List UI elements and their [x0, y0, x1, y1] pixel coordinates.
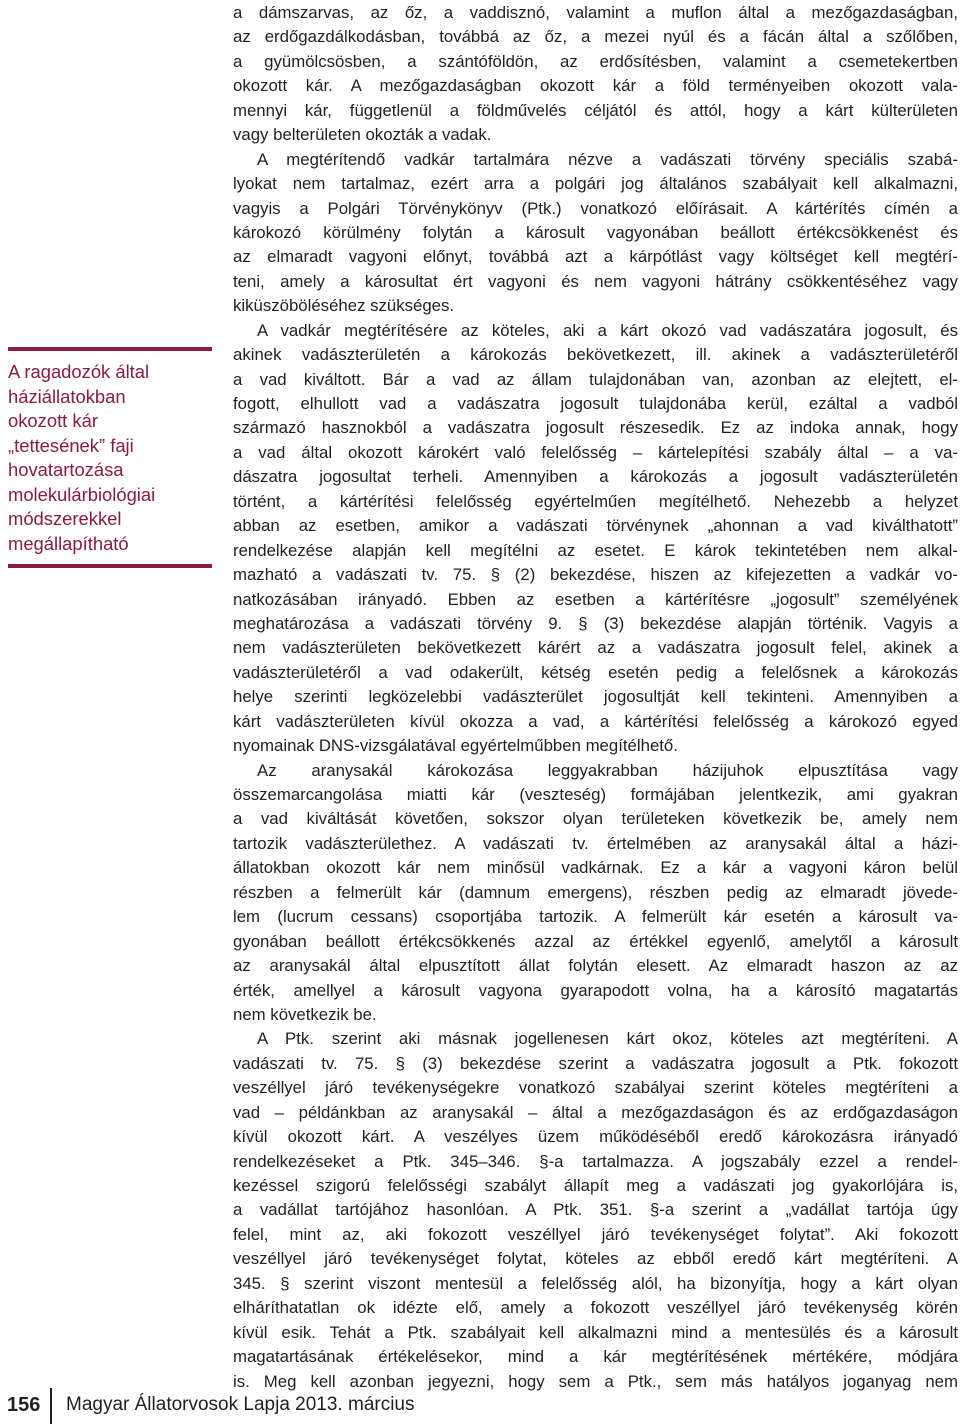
body-line: kívül okozott kárt. A veszélyes üzem működéséből eredő károkozásra irányadó [233, 1127, 958, 1147]
body-line: akinek vadászterületén a károkozás bekövetkezett, ill. akinek a vadászterületéről [233, 345, 958, 365]
body-line: helye szerinti legközelebbi vadászterület jogosultját kell tekinteni. Amennyiben a [233, 687, 958, 707]
sidebar-title-line: molekulárbiológiai [8, 483, 156, 505]
body-line: A Ptk. szerint aki másnak jogellenesen kárt okoz, köteles azt megtéríteni. A [257, 1029, 958, 1049]
body-line: károkozó körülmény folytán a károsult vagyonában beállott értékcsökkenést és [233, 222, 958, 242]
body-line: összemarcangolása miatti kár (veszteség) formájában jelentkezik, ami gyakran [233, 785, 958, 804]
body-line: fogott, elhullott vad a vadászatra jogosult tulajdonába kerül, ezáltal a vadból [233, 394, 958, 413]
body-line: lem (lucrum cessans) csoportjába tartozik. A felmerült kár esetén a károsult va- [233, 907, 958, 927]
body-line: a dámszarvas, az őz, a vaddisznó, valamint a muflon által a mezőgazdaságban, [233, 3, 958, 22]
sidebar-title-line: módszerekkel [8, 508, 122, 529]
body-line: történt, a kártérítési felelősség egyértelműen megítélhető. Nehezebb a helyzet [233, 491, 958, 511]
body-line: érték, amellyel a károsult vagyona gyarapodott volna, ha a károsító magatartás [233, 980, 958, 1000]
body-line: gyonában beállott értékcsökkenés azzal az értékkel egyenlő, amelytől a károsult [233, 931, 958, 951]
body-line: magatartásának értékelésekor, mind a kár megtérítésének mértékére, módjára [233, 1347, 958, 1367]
body-line: veszéllyel járó tevékenységekre vonatkozó szabályai szerint köteles megtéríteni a [233, 1078, 958, 1098]
body-line: okozott kár. A mezőgazdaságban okozott kár a föld terményeiben okozott vala- [233, 76, 958, 96]
body-line: natkozásában irányadó. Ebben az esetben a kártérítésre „jogosult” személyének [233, 589, 958, 609]
body-line: az elmaradt vagyoni előnyt, továbbá azt a kárpótlást vagy költséget kell megtérí- [233, 247, 958, 267]
body-line: származó hasznokból a vadászatra jogosult részesedik. Ez az indoka annak, hogy [233, 418, 958, 438]
sidebar-title-line: A ragadozók által [8, 361, 150, 382]
sidebar-bottom-rule [8, 564, 212, 568]
body-line: rendelkezéseket a Ptk. 345–346. §-a tartalmazza. A jogszabály ezzel a rendel- [233, 1151, 958, 1171]
body-line: a vad kiváltását követően, sokszor olyan területeken következik be, amely nem [233, 809, 958, 829]
body-line: elháríthatatlan ok idézte elő, amely a fokozott veszéllyel járó tevékenység körén [233, 1298, 958, 1318]
body-line: vadászati tv. 75. § (3) bekezdése szerint a vadászatra jogosult a Ptk. fokozott [233, 1053, 958, 1073]
body-line: A vadkár megtérítésére az köteles, aki a kárt okozó vad vadászatára jogosult, és [257, 320, 958, 340]
body-line: kárt vadászterületen kívül okozza a vad, a kártérítési felelősség a károkozó egyed [233, 711, 958, 731]
body-line: A megtérítendő vadkár tartalmára nézve a vadászati törvény speciális szabá- [257, 149, 958, 169]
body-line: nyomainak DNS-vizsgálatával egyértelműbben megítélhető. [233, 736, 678, 756]
body-line: felel, mint az, aki fokozott veszéllyel járó tevékenységet folytat”. Aki fokozott [233, 1224, 958, 1244]
body-line: tartozik vadászterülethez. A vadászati tv. értelmében az aranysakál által a házi- [233, 833, 958, 853]
body-line: a vad kiváltott. Bár a vad az állam tulajdonában van, azonban az elejtett, el- [233, 369, 958, 389]
body-line: vadászterületéről a vad odakerült, kétség esetén pedig a felelősnek a károkozás [233, 662, 958, 682]
sidebar-title-line: hovatartozása [8, 459, 124, 480]
body-line: vagyis a Polgári Törvénykönyv (Ptk.) vonatkozó előírásait. A kártérítés címén a [233, 198, 958, 218]
body-line: nem következik be. [233, 1004, 377, 1024]
footer-divider [50, 1388, 52, 1424]
body-line: az aranysakál által elpusztított állat folytán elesett. Az elmaradt haszon az az [233, 956, 958, 976]
page-footer [0, 1388, 600, 1424]
body-line: az erdőgazdálkodásban, továbbá az őz, a mezei nyúl és a fácán által a szőlőben, [233, 27, 958, 47]
sidebar-title-line: „tettesének” faji [8, 434, 134, 456]
body-text-column [233, 1, 958, 1394]
body-line: mazható a vadászati tv. 75. § (2) bekezdése, hiszen az kifejezetten a vadkár vo- [233, 565, 958, 585]
body-line: rendelkezése alapján kell megítélni az esetet. E károk tekintetében nem alkal- [233, 540, 958, 560]
body-line: abban az esetben, amikor a vadászati törvénynek „ahonnan a vad kiválthatott” [233, 516, 958, 536]
body-line: teni, amely a károsultat ért vagyoni és nem vagyoni hátrány csökkentéséhez vagy [233, 271, 958, 291]
body-line: vagy belterületen okozták a vadak. [233, 125, 492, 145]
body-line: veszéllyel járó tevékenységet folytat, köteles az ebből eredő kárt megtéríteni. A [233, 1249, 958, 1269]
body-line: a vadállat tartójához hasonlóan. A Ptk. 351. §-a szerint a „vadállat tartója úgy [233, 1200, 958, 1220]
body-line: is. Meg kell azonban jegyezni, hogy sem a Ptk., sem más hatályos joganyag nem [233, 1371, 958, 1391]
sidebar-top-rule [8, 347, 212, 351]
body-line: vad – példánkban az aranysakál – által a mezőgazdaságon és az erdőgazdaságon [233, 1102, 958, 1122]
sidebar-title-line: háziállatokban [8, 385, 126, 407]
body-line: dászatra jogosultat terheli. Amennyiben a károkozás a jogosult vadászterületén [233, 467, 958, 487]
journal-info: Magyar Állatorvosok Lapja 2013. március [66, 1394, 415, 1415]
body-line: meghatározása a vadászati törvény 9. § (3) bekezdése alapján történik. Vagyis a [233, 613, 958, 633]
body-line: a vad által okozott károkért való felelősség – kártelepítési szabály által – a va- [233, 442, 958, 462]
body-line: nem vadászterületen bekövetkezett kárért az a vadászatra jogosult felel, akinek a [233, 638, 958, 658]
body-line: kívül esik. Tehát a Ptk. szabályait kell alkalmazni mind a mentesülés és a károsult [233, 1322, 958, 1342]
body-line: állatokban okozott kár nem minősül vadkárnak. Ez a kár a vagyoni káron belül [233, 858, 958, 878]
sidebar-title-line: okozott kár [8, 410, 98, 431]
body-line: 345. § szerint viszont mentesül a felelősség alól, ha bizonyítja, hogy a kárt olyan [233, 1273, 958, 1293]
body-line: részben a felmerült kár (damnum emergens), részben pedig az elmaradt jövede- [233, 882, 958, 902]
sidebar-title-line: megállapítható [8, 532, 129, 554]
body-line: mennyi kár, függetlenül a földművelés céljától és attól, hogy a kárt külterületen [233, 100, 958, 120]
sidebar-title [8, 360, 212, 556]
sidebar-heading-box [8, 347, 212, 568]
body-line: a gyümölcsösben, a szántóföldön, az erdősítésben, valamint a csemetekertben [233, 51, 958, 71]
body-line: kiküszöböléséhez szükséges. [233, 296, 455, 316]
body-line: kezéssel szigorú felelősségi szabályt állapít meg a vadászati jog gyakorlójára is, [233, 1176, 958, 1195]
body-line: lyokat nem tartalmaz, ezért arra a polgári jog általános szabályait kell alkalmazni, [233, 174, 958, 194]
page-number: 156 [7, 1394, 41, 1416]
body-line: Az aranysakál károkozása leggyakrabban házijuhok elpusztítása vagy [257, 760, 958, 780]
